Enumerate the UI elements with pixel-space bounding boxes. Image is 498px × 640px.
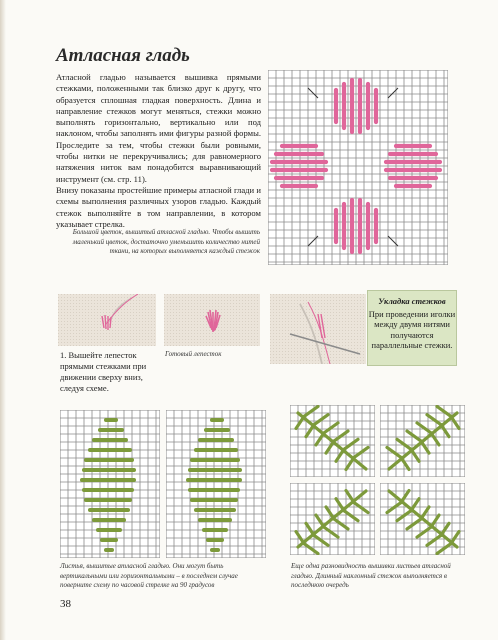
flower-pattern-svg: [268, 70, 448, 265]
flower-pattern-chart: [268, 70, 448, 265]
page-edge: [0, 0, 6, 640]
photo-stitching-petal: [58, 294, 156, 346]
photo-finished-petal: [164, 294, 260, 346]
grid-background: [60, 410, 160, 558]
diagonal-leaf-chart-3: [290, 483, 375, 555]
leaf-chart-left-svg: [60, 410, 160, 558]
leaf-chart-middle-svg: [166, 410, 266, 558]
diagonal-leaf-chart-2-svg: [380, 405, 465, 477]
flower-caption: Большой цветок, вышитый атласной гладью. Чтобы вышить маленький цветок, достаточно уменьшить количество нитей ткани, на которых выполняется каждый стежок: [72, 228, 260, 255]
diagonal-leaf-chart-3-svg: [290, 483, 375, 555]
photo-laying-stitches: [270, 294, 366, 364]
stitching-petal-image: [58, 294, 156, 346]
intro-paragraph-1: Атласной гладью называется вышивка прямыми стежками, положенными так близко друг к другу, что образуется сплошная гладкая поверхность. Длина и направление стежков могут меняться, стежки можно выполнять горизонтально, вертикально или под наклоном, чтобы заполнять ими фигуры разной формы. Проследите за тем, чтобы стежки были ровными, чтобы нитки не перекручивались; для равномерного натяжения ниток вам понадобится выравнивающий инструмент (см. стр. 11).: [56, 72, 261, 184]
diagonal-leaf-chart-1: [290, 405, 375, 477]
diagonal-leaf-chart-4: [380, 483, 465, 555]
tip-box: [367, 290, 457, 366]
diagonal-leaves-caption: Еще одна разновидность вышивки листьев атласной гладью. Длинный наклонный стежок выполняется в последнюю очередь: [291, 562, 451, 589]
intro-text: [56, 72, 261, 230]
diagonal-leaf-chart-1-svg: [290, 405, 375, 477]
tip-title: Укладка стежков: [378, 296, 446, 306]
grid-background: [166, 410, 266, 558]
tip-text: При проведении иголки между двумя нитями получаются параллельные стежки.: [368, 308, 456, 350]
leaf-chart-left: [60, 410, 160, 558]
diagonal-leaf-chart-2: [380, 405, 465, 477]
finished-petal-caption: Готовый лепесток: [165, 350, 222, 358]
laying-stitches-image: [270, 294, 366, 364]
page-number: 38: [60, 598, 71, 610]
page-title: Атласная гладь: [56, 45, 190, 66]
intro-paragraph-2: Внизу показаны простейшие примеры атласной глади и схемы выполнения различных узоров гладью. Каждый стежок выполняйте в том направлении, в котором указывает стрелка.: [56, 184, 261, 229]
diagonal-leaf-chart-4-svg: [380, 483, 465, 555]
step-caption: 1. Вышейте лепесток прямыми стежками при движении сверху вниз, следуя схеме.: [60, 350, 147, 393]
finished-petal-image: [164, 294, 260, 346]
leaves-caption: Листья, вышитые атласной гладью. Они могут быть вертикальными или горизонтальными – в последнем случае поверните схему по часовой стрелке на 90 градусов: [60, 562, 238, 589]
leaf-chart-middle: [166, 410, 266, 558]
